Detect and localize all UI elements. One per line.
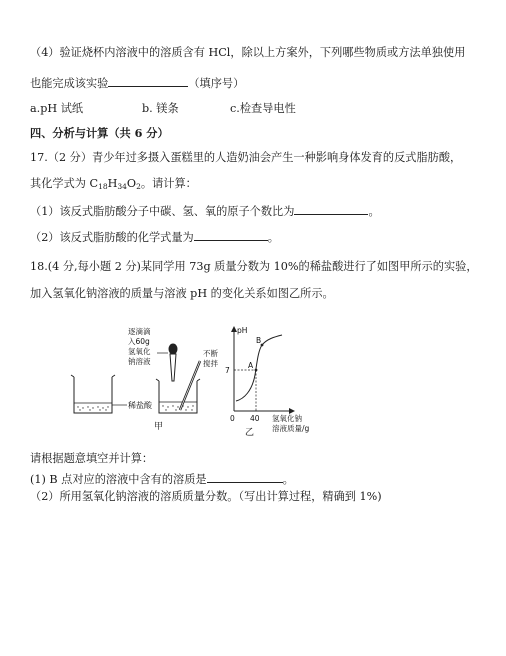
ph-graph xyxy=(225,326,310,438)
y-tick-7: 7 xyxy=(225,366,230,375)
q18-line1: 18.(4 分,每小题 2 分)某同学用 73g 质量分数为 10%的稀盐酸进行了如图甲所示的实验， xyxy=(30,260,478,273)
graph-ylabel: pH xyxy=(237,326,248,335)
q4-line2-prefix: 也能完成该实验 xyxy=(30,77,109,90)
q17-mid-o: O xyxy=(126,177,137,190)
q17-sub-h: 34 xyxy=(117,182,127,191)
dropper-label-1: 逐滴滴 xyxy=(128,327,151,336)
q18-line2: 加入氢氧化钠溶液的质量与溶液 pH 的变化关系如图乙所示。 xyxy=(30,287,334,300)
acid-liquid-dots xyxy=(77,406,108,410)
experiment-figure xyxy=(62,323,362,439)
q4-option-a: a.pH 试纸 xyxy=(30,102,84,115)
titration-beaker xyxy=(156,379,200,413)
q17-part2 xyxy=(30,229,279,245)
q17-part2-blank[interactable] xyxy=(194,229,268,241)
q4-options xyxy=(30,102,470,116)
q18-prompt: 请根据题意填空并计算： xyxy=(30,452,154,465)
q17-part1 xyxy=(30,203,380,219)
point-b-label: B xyxy=(256,336,262,345)
x-tick-40: 40 xyxy=(250,414,260,423)
q4-answer-blank[interactable] xyxy=(108,75,188,87)
q17-formula-suffix: 。请计算： xyxy=(140,177,197,190)
graph-xlabel-2: 溶液质量/g xyxy=(272,424,310,433)
dropper-label-4: 钠溶液 xyxy=(128,357,151,366)
q4-line1: （4）验证烧杯内溶液中的溶质含有 HCl，除以上方案外，下列哪些物质或方法单独使用 xyxy=(30,46,466,59)
q17-part1-prefix: （1）该反式脂肪酸分子中碳、氢、氧的原子个数比为 xyxy=(30,205,295,218)
section4-title: 四、分析与计算（共 6 分） xyxy=(30,126,169,140)
point-a-label: A xyxy=(248,361,254,370)
x-tick-0: 0 xyxy=(230,414,235,423)
yi-label: 乙 xyxy=(245,428,255,438)
dropper-label-3: 氢氧化 xyxy=(128,347,151,356)
jia-label: 甲 xyxy=(154,422,164,432)
q4-line2-suffix: （填序号） xyxy=(188,77,245,90)
q18-part1-prefix: (1) B 点对应的溶液中含有的溶质是 xyxy=(30,473,207,486)
q4-line2 xyxy=(30,75,244,91)
titration-liquid-dots xyxy=(162,405,193,410)
acid-label: 稀盐酸 xyxy=(128,401,152,410)
q4-option-c: c.检查导电性 xyxy=(230,102,296,115)
q17-part1-suffix: 。 xyxy=(368,205,380,218)
q17-part2-suffix: 。 xyxy=(267,231,279,244)
q17-part1-blank[interactable] xyxy=(294,203,368,215)
q17-mid-h: H xyxy=(107,177,118,190)
q17-line1: 17.（2 分）青少年过多摄入蛋糕里的人造奶油会产生一种影响身体发育的反式脂肪酸， xyxy=(30,151,462,164)
q17-sub-c: 18 xyxy=(98,182,108,191)
stir-label-2: 搅拌 xyxy=(203,359,218,368)
q17-formula-line xyxy=(30,177,197,194)
point-a-marker xyxy=(255,369,258,372)
q17-part2-prefix: （2）该反式脂肪酸的化学式量为 xyxy=(30,231,194,244)
q18-part1-suffix: 。 xyxy=(282,473,294,486)
q4-option-b: b. 镁条 xyxy=(142,102,179,115)
q18-part1 xyxy=(30,471,294,487)
graph-xlabel-1: 氢氧化钠 xyxy=(272,414,302,423)
q17-sub-o: 2 xyxy=(136,182,141,191)
q18-part2: （2）所用氢氧化钠溶液的溶质质量分数。（写出计算过程，精确到 1%) xyxy=(30,490,382,503)
dropper-label-2: 入60g xyxy=(128,337,150,346)
q18-part1-blank[interactable] xyxy=(207,471,283,483)
q17-formula-prefix: 其化学式为 C xyxy=(30,177,99,190)
stir-label-1: 不断 xyxy=(203,349,218,358)
dropper xyxy=(169,344,177,381)
